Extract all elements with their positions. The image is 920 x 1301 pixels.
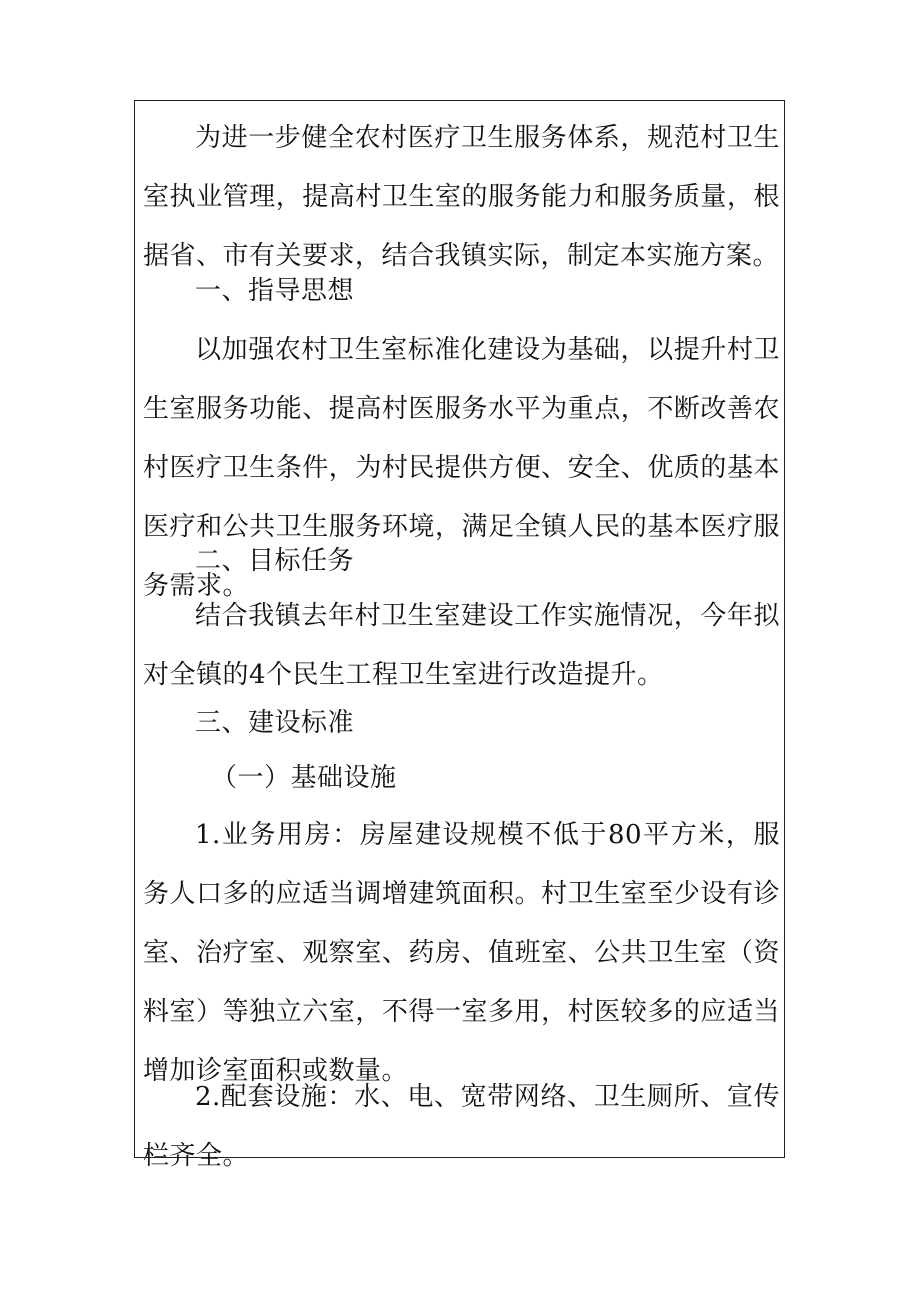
document-frame bbox=[134, 100, 785, 1171]
section-1-heading: 一、指导思想 bbox=[195, 276, 355, 306]
section-3-heading: 三、建设标准 bbox=[195, 708, 355, 738]
intro-paragraph: 为进一步健全农村医疗卫生服务体系，规范村卫生室执业管理，提高村卫生室的服务能力和服务质量，根据省、市有关要求，结合我镇实际，制定本实施方案。 bbox=[143, 123, 780, 271]
item-2-paragraph: 2.配套设施：水、电、宽带网络、卫生厕所、宣传栏齐全。 bbox=[143, 1082, 780, 1171]
section-2-body: 结合我镇去年村卫生室建设工作实施情况，今年拟对全镇的4个民生工程卫生室进行改造提升。 bbox=[143, 601, 780, 690]
item-1-paragraph: 1.业务用房：房屋建设规模不低于80平方米，服务人口多的应适当调增建筑面积。村卫生室至少设有诊室、治疗室、观察室、药房、值班室、公共卫生室（资料室）等独立六室，不得一室多用，村医较多的应适当增加诊室面积或数量。 bbox=[143, 820, 780, 1086]
section-1-body: 以加强农村卫生室标准化建设为基础，以提升村卫生室服务功能、提高村医服务水平为重点，不断改善农村医疗卫生条件，为村民提供方便、安全、优质的基本医疗和公共卫生服务环境，满足全镇人民的基本医疗服务需求。 bbox=[143, 335, 780, 601]
section-2-heading: 二、目标任务 bbox=[195, 546, 355, 576]
subsection-1-heading: （一）基础设施 bbox=[211, 763, 397, 793]
